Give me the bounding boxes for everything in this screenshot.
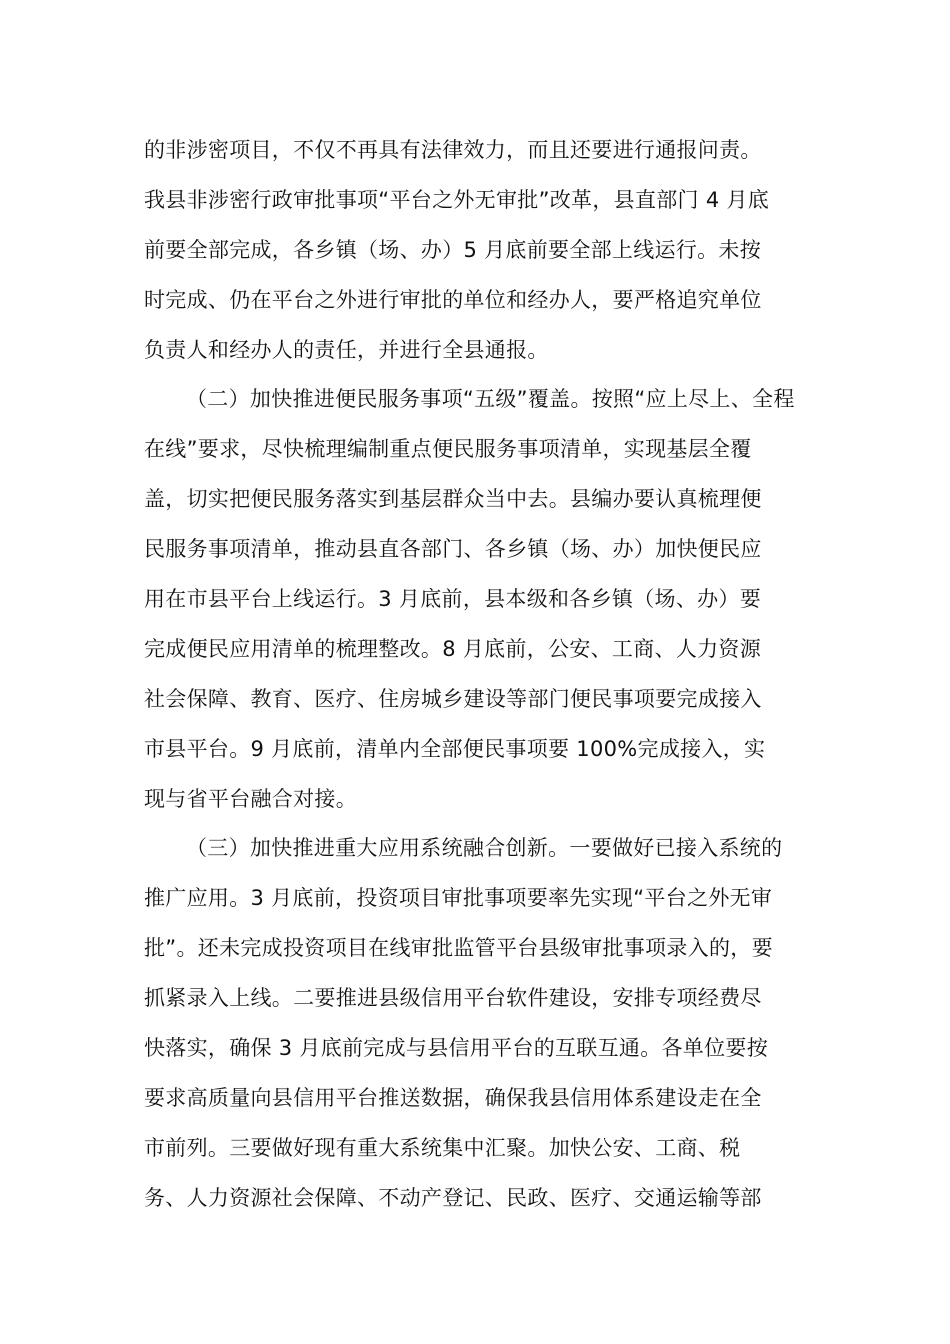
text-line: 盖，切实把便民服务落实到基层群众当中去。县编办要认真梳理便 [144,487,762,512]
text-line: 批”。还未完成投资项目在线审批监管平台县级审批事项录入的，要 [144,936,773,961]
text-line: 完成便民应用清单的梳理整改。8 月底前，公安、工商、人力资源 [144,636,762,661]
text-line: 用在市县平台上线运行。3 月底前，县本级和各乡镇（场、办）要 [144,587,762,612]
text-line: 现与省平台融合对接。 [144,786,357,811]
section-heading-line: （三）加快推进重大应用系统融合创新。一要做好已接入系统的 [186,836,783,861]
text-line: 民服务事项清单，推动县直各部门、各乡镇（场、办）加快便民应 [144,537,762,562]
text-line: 推广应用。3 月底前，投资项目审批事项要率先实现“平台之外无审 [144,886,773,911]
body-text [144,126,808,1224]
text-line: 务、人力资源社会保障、不动产登记、民政、医疗、交通运输等部 [144,1185,762,1210]
text-line: 市县平台。9 月底前，清单内全部便民事项要 100%完成接入，实 [144,736,766,761]
section-heading-line: （二）加快推进便民服务事项“五级”覆盖。按照“应上尽上、全程 [186,387,795,412]
text-line: 要求高质量向县信用平台推送数据，确保我县信用体系建设走在全 [144,1085,762,1110]
text-line: 抓紧录入上线。二要推进县级信用平台软件建设，安排专项经费尽 [144,986,762,1011]
text-line: 我县非涉密行政审批事项“平台之外无审批”改革，县直部门 4 月底 [144,187,770,212]
text-line: 快落实，确保 3 月底前完成与县信用平台的互联互通。各单位要按 [144,1036,769,1061]
text-line: 前要全部完成，各乡镇（场、办）5 月底前要全部上线运行。未按 [144,237,762,262]
text-line: 社会保障、教育、医疗、住房城乡建设等部门便民事项要完成接入 [144,686,762,711]
text-line: 的非涉密项目，不仅不再具有法律效力，而且还要进行通报问责。 [144,138,762,162]
text-line: 在线”要求，尽快梳理编制重点便民服务事项清单，实现基层全覆 [144,437,752,462]
text-line: 时完成、仍在平台之外进行审批的单位和经办人，要严格追究单位 [144,287,762,312]
text-line: 负责人和经办人的责任，并进行全县通报。 [144,337,549,362]
text-line: 市前列。三要做好现有重大系统集中汇聚。加快公安、工商、税 [144,1135,741,1160]
